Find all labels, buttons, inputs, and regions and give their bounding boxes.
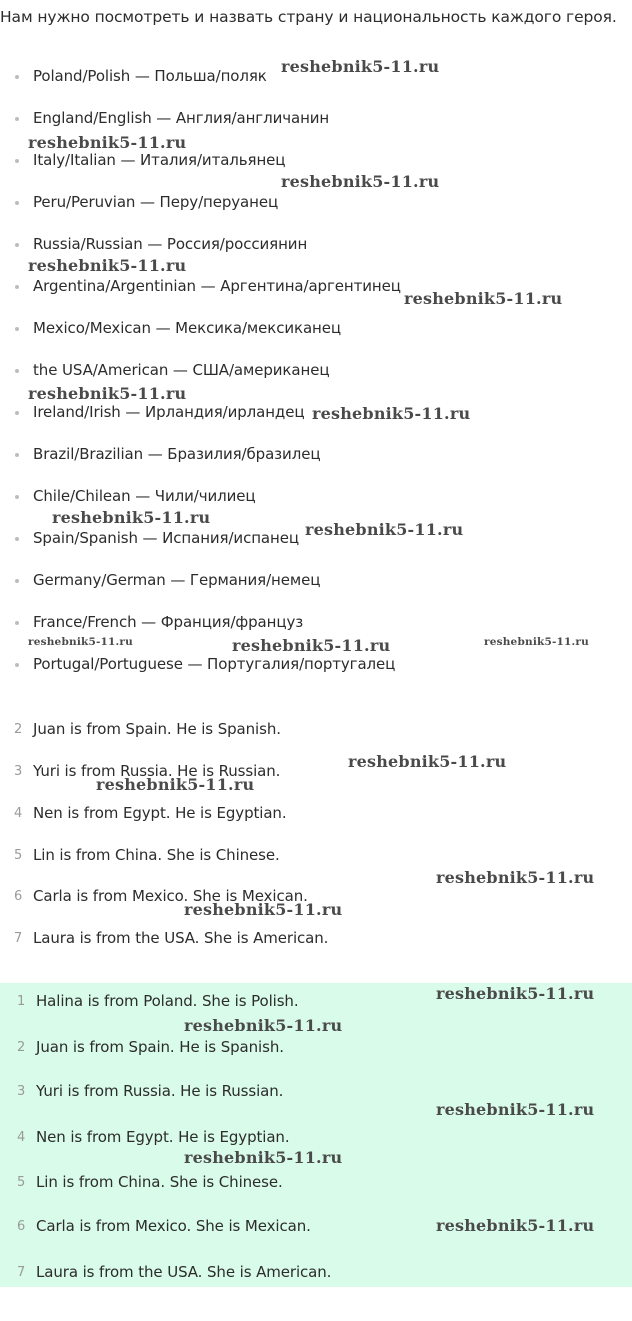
watermark: reshebnik5-11.ru <box>436 1216 595 1235</box>
watermark: reshebnik5-11.ru <box>184 1016 343 1035</box>
country-text: Argentina/Argentinian — Аргентина/аргентинец <box>33 277 401 295</box>
sentence-text: Nen is from Egypt. He is Egyptian. <box>36 1128 290 1146</box>
item-number: 4 <box>17 1130 26 1145</box>
watermark: reshebnik5-11.ru <box>184 1148 343 1167</box>
country-text: Brazil/Brazilian — Бразилия/бразилец <box>33 445 321 463</box>
sentence-text: Laura is from the USA. She is American. <box>36 1263 332 1281</box>
watermark: reshebnik5-11.ru <box>404 289 563 308</box>
country-text: Spain/Spanish — Испания/испанец <box>33 529 299 547</box>
watermark: reshebnik5-11.ru <box>96 775 255 794</box>
watermark: reshebnik5-11.ru <box>436 984 595 1003</box>
country-text: Italy/Italian — Италия/итальянец <box>33 151 286 169</box>
watermark: reshebnik5-11.ru <box>305 520 464 539</box>
country-text: the USA/American — США/американец <box>33 361 330 379</box>
item-number: 7 <box>17 1265 26 1280</box>
country-text: Portugal/Portuguese — Португалия/португалец <box>33 655 396 673</box>
item-number: 6 <box>17 1219 26 1234</box>
bullet-icon <box>15 453 19 457</box>
watermark: reshebnik5-11.ru <box>312 404 471 423</box>
bullet-icon <box>15 369 19 373</box>
item-number: 3 <box>14 764 23 779</box>
item-number: 5 <box>17 1175 26 1190</box>
country-text: Poland/Polish — Польша/поляк <box>33 67 267 85</box>
watermark: reshebnik5-11.ru <box>281 172 440 191</box>
item-number: 7 <box>14 931 23 946</box>
country-text: France/French — Франция/француз <box>33 613 304 631</box>
country-text: Chile/Chilean — Чили/чилиец <box>33 487 256 505</box>
country-text: Peru/Peruvian — Перу/перуанец <box>33 193 279 211</box>
watermark: reshebnik5-11.ru <box>184 900 343 919</box>
watermark: reshebnik5-11.ru <box>28 133 187 152</box>
sentence-text: Halina is from Poland. She is Polish. <box>36 992 299 1010</box>
sentence-text: Lin is from China. She is Chinese. <box>33 846 280 864</box>
watermark: reshebnik5-11.ru <box>281 57 440 76</box>
watermark: reshebnik5-11.ru <box>436 1100 595 1119</box>
sentence-text: Carla is from Mexico. She is Mexican. <box>33 887 308 905</box>
item-number: 5 <box>14 848 23 863</box>
sentence-text: Juan is from Spain. He is Spanish. <box>36 1038 284 1056</box>
intro-text: Нам нужно посмотреть и назвать страну и национальность каждого героя. <box>0 8 617 26</box>
sentence-text: Nen is from Egypt. He is Egyptian. <box>33 804 287 822</box>
watermark: reshebnik5-11.ru <box>348 752 507 771</box>
country-text: England/English — Англия/англичанин <box>33 109 330 127</box>
item-number: 2 <box>14 722 23 737</box>
country-text: Mexico/Mexican — Мексика/мексиканец <box>33 319 341 337</box>
bullet-icon <box>15 75 19 79</box>
bullet-icon <box>15 663 19 667</box>
watermark: reshebnik5-11.ru <box>484 636 589 648</box>
watermark: reshebnik5-11.ru <box>28 384 187 403</box>
bullet-icon <box>15 579 19 583</box>
bullet-icon <box>15 411 19 415</box>
bullet-icon <box>15 621 19 625</box>
country-text: Germany/German — Германия/немец <box>33 571 321 589</box>
item-number: 4 <box>14 806 23 821</box>
bullet-icon <box>15 243 19 247</box>
item-number: 6 <box>14 889 23 904</box>
bullet-icon <box>15 117 19 121</box>
sentence-text: Laura is from the USA. She is American. <box>33 929 329 947</box>
sentence-text: Lin is from China. She is Chinese. <box>36 1173 283 1191</box>
watermark: reshebnik5-11.ru <box>52 508 211 527</box>
item-number: 1 <box>17 994 26 1009</box>
bullet-icon <box>15 201 19 205</box>
bullet-icon <box>15 159 19 163</box>
bullet-icon <box>15 285 19 289</box>
bullet-icon <box>15 537 19 541</box>
bullet-icon <box>15 327 19 331</box>
watermark: reshebnik5-11.ru <box>28 256 187 275</box>
watermark: reshebnik5-11.ru <box>28 636 133 648</box>
country-text: Russia/Russian — Россия/россиянин <box>33 235 308 253</box>
item-number: 3 <box>17 1084 26 1099</box>
sentence-text: Yuri is from Russia. He is Russian. <box>36 1082 284 1100</box>
watermark: reshebnik5-11.ru <box>232 636 391 655</box>
sentence-text: Yuri is from Russia. He is Russian. <box>33 762 281 780</box>
country-text: Ireland/Irish — Ирландия/ирландец <box>33 403 305 421</box>
sentence-text: Juan is from Spain. He is Spanish. <box>33 720 281 738</box>
bullet-icon <box>15 495 19 499</box>
sentence-text: Carla is from Mexico. She is Mexican. <box>36 1217 311 1235</box>
item-number: 2 <box>17 1040 26 1055</box>
watermark: reshebnik5-11.ru <box>436 868 595 887</box>
